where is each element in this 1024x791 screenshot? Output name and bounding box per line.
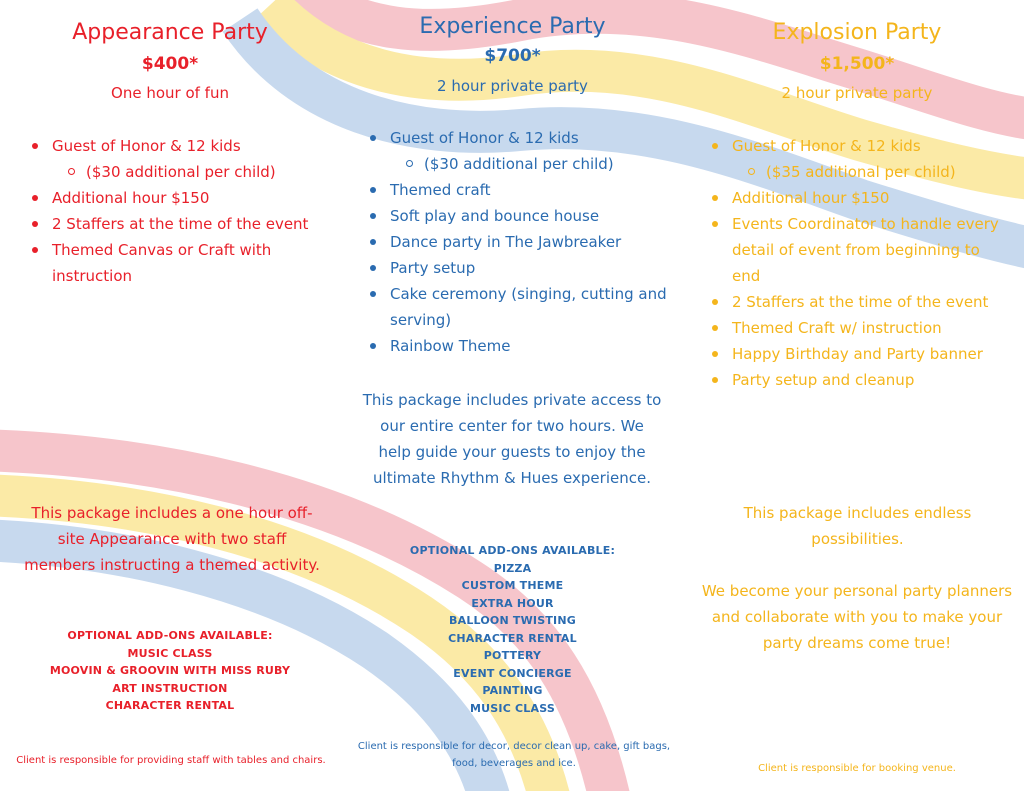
list-item: MUSIC CLASS <box>127 646 213 660</box>
experience-subtitle: 2 hour private party <box>437 77 588 95</box>
explosion-description: This package includes endless possibilities. <box>743 504 972 548</box>
list-item: Party setup <box>368 255 668 281</box>
list-item: Happy Birthday and Party banner <box>710 341 1010 367</box>
explosion-feature-list <box>710 133 1010 393</box>
list-item: Themed Canvas or Craft with instruction <box>30 237 330 289</box>
list-item: Guest of Honor & 12 kids <box>368 125 668 151</box>
appearance-description: This package includes a one hour off-site Appearance with two staff members instructing a themed activity. <box>24 504 320 574</box>
addons-heading: OPTIONAL ADD-ONS AVAILABLE: <box>409 544 616 557</box>
explosion-party-column <box>690 0 1024 791</box>
list-item: ($30 additional per child) <box>30 159 330 185</box>
list-item: Additional hour $150 <box>30 185 330 211</box>
list-item: 2 Staffers at the time of the event <box>710 289 1010 315</box>
explosion-description-2: We become your personal party planners and collaborate with you to make your party dreams come true! <box>701 582 1013 652</box>
explosion-note: Client is responsible for booking venue. <box>758 763 956 774</box>
list-item: Dance party in The Jawbreaker <box>368 229 668 255</box>
appearance-subtitle: One hour of fun <box>111 84 229 102</box>
list-item: ($35 additional per child) <box>710 159 1010 185</box>
list-item: Guest of Honor & 12 kids <box>710 133 1010 159</box>
list-item: CHARACTER RENTAL <box>448 631 577 645</box>
experience-note: Client is responsible for decor, decor clean up, cake, gift bags, food, beverages and ice. <box>357 741 671 769</box>
list-item: PAINTING <box>482 684 543 697</box>
list-item: ART INSTRUCTION <box>112 681 228 695</box>
appearance-feature-list <box>30 133 330 289</box>
list-item: Events Coordinator to handle every detail of event from beginning to end <box>710 211 1010 289</box>
list-item: EVENT CONCIERGE <box>453 666 572 680</box>
explosion-price: $1,500* <box>819 54 895 74</box>
experience-description: This package includes private access to our entire center for two hours. We help guide your guests to enjoy the ultimate Rhythm & Hues experience. <box>362 391 662 487</box>
experience-feature-list <box>368 125 668 359</box>
list-item: Rainbow Theme <box>368 333 668 359</box>
list-item: ($30 additional per child) <box>368 151 668 177</box>
explosion-title: Explosion Party <box>772 20 942 45</box>
list-item: Party setup and cleanup <box>710 367 1010 393</box>
experience-price: $700* <box>484 46 541 66</box>
list-item: Additional hour $150 <box>710 185 1010 211</box>
appearance-addons <box>0 627 340 715</box>
list-item: MOOVIN & GROOVIN WITH MISS RUBY <box>49 664 291 677</box>
appearance-party-column <box>0 0 340 791</box>
list-item: Soft play and bounce house <box>368 203 668 229</box>
appearance-title: Appearance Party <box>72 20 268 45</box>
list-item: Cake ceremony (singing, cutting and serving) <box>368 281 668 333</box>
list-item: BALLOON TWISTING <box>449 614 576 627</box>
appearance-price: $400* <box>141 54 199 74</box>
experience-title: Experience Party <box>419 14 606 39</box>
list-item: CUSTOM THEME <box>461 579 564 592</box>
list-item: POTTERY <box>483 649 542 662</box>
addons-heading: OPTIONAL ADD-ONS AVAILABLE: <box>67 629 273 642</box>
list-item: Guest of Honor & 12 kids <box>30 133 330 159</box>
list-item: Themed craft <box>368 177 668 203</box>
list-item: PIZZA <box>493 561 532 575</box>
appearance-note: Client is responsible for providing staff with tables and chairs. <box>16 755 326 766</box>
list-item: MUSIC CLASS <box>470 701 555 715</box>
list-item: 2 Staffers at the time of the event <box>30 211 330 237</box>
list-item: EXTRA HOUR <box>471 596 554 610</box>
experience-addons <box>345 542 680 717</box>
list-item: Themed Craft w/ instruction <box>710 315 1010 341</box>
explosion-subtitle: 2 hour private party <box>781 84 933 102</box>
list-item: CHARACTER RENTAL <box>105 699 235 712</box>
experience-party-column <box>345 0 680 791</box>
